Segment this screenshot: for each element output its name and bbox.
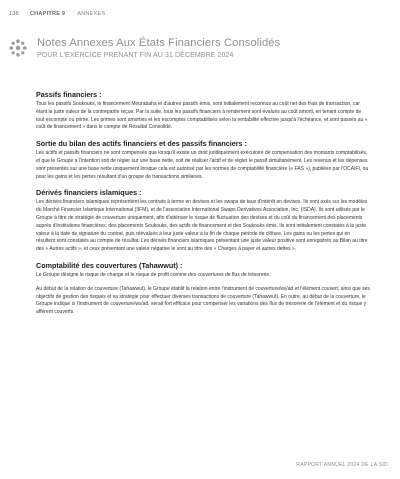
section-heading: Comptabilité des couvertures (Tahawwut) : <box>36 260 183 270</box>
sid-emblem-icon <box>8 38 28 58</box>
section-heading: Sortie du bilan des actifs financiers et des passifs financiers : <box>36 139 247 149</box>
section-paragraph: Au début de la relation de couverture (Tahawwut), le Groupe établit la relation entre l'instrument de couverture/wa'ad et l'élément couvert, ainsi que ses objectifs de gestion des risques et sa stratégie pour effectuer diverses transactions de couverture (Tahawwut). En outre, au début de la couverture, le Groupe indique si l'instrument de couverture/wa'ad, serait fort efficace pour compenser les variations des flux de trésorerie de l'élément et du risque y afférent couverts. <box>36 285 370 316</box>
section-comptabilite-couvertures <box>36 261 370 317</box>
section-heading: Dérivés financiers islamiques : <box>36 188 142 198</box>
section-derives-financiers <box>36 188 370 254</box>
section-passifs-financiers <box>36 90 370 132</box>
page-header <box>9 11 105 17</box>
section-heading: Passifs financiers : <box>36 90 102 99</box>
section-paragraph: Tous les passifs Soukouks, le financement Mourabaha et d'autres passifs émis, sont initialement reconnus au coût net des frais de transaction, car étant la juste valeur de la contrepartie reçue. Par la suite, tous les passifs financiers à rendement sont évalués au coût amorti, en tenant compte de tout escompte ou prime. Les primes sont amorties et les escomptes comptabilisés selon la rentabilité effective jusqu'à l'échéance, et sont passés au « coût de financement » dans le compte de Résultat Consolidé. <box>36 101 368 131</box>
section-paragraph: Les dérivés financiers islamiques représentent les contrats à terme en devises et les swaps de taux d'intérêt en devises. Ils sont axés sur les modèles du Marché Financier Islamique International (IIFM), et de l'association International Swaps Derivatives Association, Inc. (ISDA). Ils sont utilisés par le Groupe à titre de stratégie de couverture uniquement, afin d'atténuer le risque de fluctuation des devises et du coût du financement des placements auprès d'institutions financières, des placements Soukouks, des actifs de financement et des Soukouks émis. Ils sont initialement constatés à la juste valeur à la date de signature du contrat, puis réévalués à leur juste valeur à la fin de chaque période de clôture. Les gains ou les pertes qui en résultent sont constatés au compte de résultat. Les dérivés financiers islamiques présentant une juste valeur positive sont enregistrés au Bilan au titre des « Autres actifs », et ceux présentant une valeur négative le sont au titre des « Charges à payer et autres dettes ». <box>36 199 368 253</box>
page-title-block <box>37 37 390 60</box>
section-paragraph: Les actifs et passifs financiers ne sont compensés que lorsqu'il existe un droit juridiquement exécutoire de compensation des montants comptabilisés, et que le Groupe a l'intention soit de régler sur une base nette, soit de réaliser l'actif et de régler le passif simultanément. Les revenus et les dépenses sont présentés sur une base nette uniquement lorsque cela est autorisé par les normes de comptabilité financière (« FAS »), publiées par l'OCAIFI, ou pour les gains et les pertes résultant d'un groupe de transactions similaires. <box>36 150 369 180</box>
page-title: Notes Annexes Aux États Financiers Consolidés <box>37 37 281 49</box>
page-footer: RAPPORT ANNUEL 2024 DE LA SID <box>296 462 388 468</box>
main-content <box>36 90 370 324</box>
section-sortie-du-bilan <box>36 139 370 181</box>
section-paragraph: Le Groupe désigne le risque de change et le risque de profit comme des couvertures de flux de trésorerie. <box>36 271 271 278</box>
chapter-label: CHAPITRE 9 <box>29 11 66 17</box>
page-number: 136 <box>9 11 19 17</box>
section-label: ANNEXES <box>77 11 106 17</box>
page-subtitle: POUR L'EXERCICE PRENANT FIN AU 31 DÉCEMBRE 2024 <box>37 52 234 59</box>
